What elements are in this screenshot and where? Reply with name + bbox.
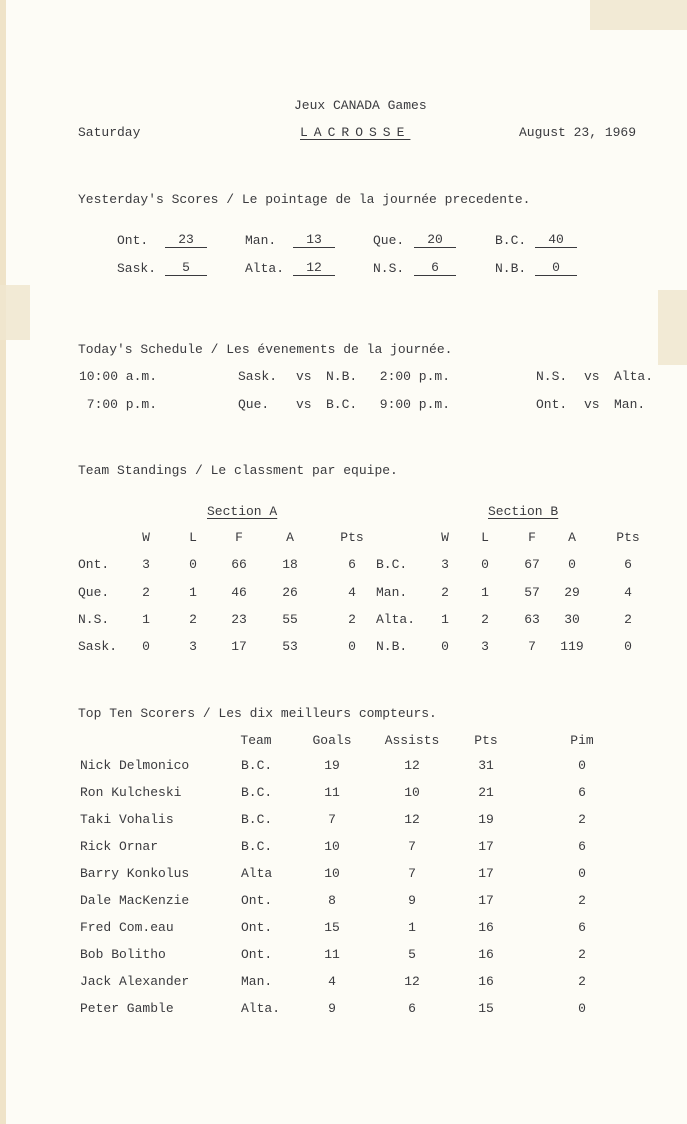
score-team: Ont. [117,233,149,248]
standings-cell-f: 63 [524,612,540,627]
standings-cell-w: 3 [142,557,150,572]
scorer-goals: 11 [324,785,340,800]
scorer-assists: 12 [404,812,420,827]
scorer-pim: 6 [578,839,586,854]
score-value: 23 [165,233,207,248]
scorer-pim: 0 [578,866,586,881]
scorer-name: Barry Konkolus [80,866,190,881]
scorer-team: Ont. [241,947,273,962]
schedule-away: N.B. [326,369,358,384]
standings-cell-a: 26 [282,585,298,600]
standings-cell-w: 2 [142,585,150,600]
standings-cell-a: 119 [560,639,584,654]
scorers-col-header: Assists [384,733,440,748]
schedule-time: 7:00 p.m. [86,397,157,412]
standings-cell-f: 17 [231,639,247,654]
scorer-pim: 2 [578,974,586,989]
tape-strip-right [658,290,687,365]
scorer-team: B.C. [241,758,273,773]
standings-cell-l: 2 [481,612,489,627]
scorer-assists: 12 [404,758,420,773]
scorer-name: Jack Alexander [80,974,190,989]
scorer-goals: 9 [328,1001,336,1016]
scorer-goals: 15 [324,920,340,935]
standings-cell-l: 3 [481,639,489,654]
standings-cell-w: 3 [441,557,449,572]
standings-cell-pts: 0 [348,639,356,654]
tape-strip-left [0,285,30,340]
scorer-pim: 2 [578,812,586,827]
standings-cell-f: 57 [524,585,540,600]
standings-col-header: W [441,530,449,545]
standings-cell-f: 46 [231,585,247,600]
scorer-goals: 8 [328,893,336,908]
scorer-team: B.C. [241,839,273,854]
scorer-assists: 10 [404,785,420,800]
standings-cell-f: 67 [524,557,540,572]
scorer-name: Fred Com.eau [80,920,174,935]
standings-cell-w: 2 [441,585,449,600]
standings-cell-a: 53 [282,639,298,654]
score-value: 5 [165,261,207,276]
section-b-title: Section B [488,504,559,519]
standings-cell-l: 1 [189,585,197,600]
scorer-pim: 0 [578,758,586,773]
standings-cell-pts: 2 [348,612,356,627]
scores-heading: Yesterday's Scores / Le pointage de la journée precedente. [78,192,531,207]
scorer-name: Ron Kulcheski [80,785,182,800]
scorer-team: Alta [241,866,273,881]
scorer-assists: 7 [408,839,416,854]
scorer-team: Ont. [241,920,273,935]
scorers-col-header: Pts [474,733,498,748]
schedule-vs: vs [296,369,312,384]
scorer-pts: 17 [478,893,494,908]
score-value: 20 [414,233,456,248]
standings-cell-pts: 6 [348,557,356,572]
scorer-pim: 6 [578,785,586,800]
score-value: 12 [293,261,335,276]
scorers-col-header: Goals [312,733,352,748]
score-team: Man. [245,233,277,248]
standings-cell-w: 1 [142,612,150,627]
standings-col-header: W [142,530,150,545]
score-team: N.B. [495,261,527,276]
standings-team: N.B. [376,639,408,654]
standings-cell-pts: 4 [624,585,632,600]
standings-cell-pts: 6 [624,557,632,572]
standings-cell-a: 18 [282,557,298,572]
score-team: N.S. [373,261,405,276]
score-value: 13 [293,233,335,248]
standings-team: Ont. [78,557,110,572]
standings-cell-a: 29 [564,585,580,600]
scorer-name: Peter Gamble [80,1001,174,1016]
scorer-team: B.C. [241,785,273,800]
event-title: Jeux CANADA Games [294,98,427,113]
standings-cell-a: 30 [564,612,580,627]
standings-cell-w: 1 [441,612,449,627]
standings-cell-l: 0 [481,557,489,572]
standings-team: Sask. [78,639,118,654]
schedule-home: Que. [238,397,270,412]
standings-cell-f: 23 [231,612,247,627]
standings-cell-pts: 0 [624,639,632,654]
schedule-home: N.S. [536,369,568,384]
standings-team: Man. [376,585,408,600]
standings-col-header: Pts [616,530,640,545]
scorer-pts: 19 [478,812,494,827]
scorer-pim: 2 [578,893,586,908]
score-value: 0 [535,261,577,276]
schedule-home: Ont. [536,397,568,412]
schedule-time: 2:00 p.m. [379,369,450,384]
scorer-pts: 15 [478,1001,494,1016]
scorer-name: Dale MacKenzie [80,893,190,908]
scorer-pim: 6 [578,920,586,935]
tape-strip-top [590,0,687,30]
scorers-col-header: Pim [570,733,594,748]
standings-cell-a: 0 [568,557,576,572]
standings-cell-a: 55 [282,612,298,627]
day-label: Saturday [78,125,141,140]
standings-col-header: A [286,530,294,545]
schedule-time: 9:00 p.m. [379,397,450,412]
scorers-heading: Top Ten Scorers / Les dix meilleurs compteurs. [78,706,437,721]
scorer-goals: 10 [324,839,340,854]
standings-cell-pts: 2 [624,612,632,627]
scorer-pts: 21 [478,785,494,800]
scorer-pts: 16 [478,974,494,989]
scorer-assists: 5 [408,947,416,962]
scorer-name: Bob Bolitho [80,947,166,962]
scorer-assists: 12 [404,974,420,989]
schedule-vs: vs [584,397,600,412]
standings-col-header: Pts [340,530,364,545]
score-team: Que. [373,233,405,248]
standings-cell-f: 7 [528,639,536,654]
scorers-col-header: Team [240,733,272,748]
standings-cell-l: 3 [189,639,197,654]
standings-col-header: F [235,530,243,545]
schedule-home: Sask. [238,369,278,384]
scorer-team: Alta. [241,1001,281,1016]
standings-cell-pts: 4 [348,585,356,600]
scorer-pts: 17 [478,866,494,881]
scorer-assists: 7 [408,866,416,881]
section-a-title: Section A [207,504,278,519]
score-value: 40 [535,233,577,248]
standings-team: Que. [78,585,110,600]
scorer-assists: 1 [408,920,416,935]
standings-col-header: F [528,530,536,545]
standings-col-header: L [189,530,197,545]
standings-cell-l: 2 [189,612,197,627]
standings-team: N.S. [78,612,110,627]
standings-cell-w: 0 [142,639,150,654]
scorer-pts: 17 [478,839,494,854]
scorer-name: Taki Vohalis [80,812,174,827]
scorer-team: B.C. [241,812,273,827]
standings-cell-l: 1 [481,585,489,600]
standings-heading: Team Standings / Le classment par equipe. [78,463,398,478]
schedule-vs: vs [584,369,600,384]
scorer-pim: 0 [578,1001,586,1016]
date-label: August 23, 1969 [519,125,637,140]
score-team: B.C. [495,233,527,248]
scorer-name: Nick Delmonico [80,758,190,773]
scorer-goals: 11 [324,947,340,962]
standings-team: B.C. [376,557,408,572]
scorer-goals: 7 [328,812,336,827]
scorer-team: Man. [241,974,273,989]
scorer-pim: 2 [578,947,586,962]
scorer-pts: 16 [478,947,494,962]
standings-cell-w: 0 [441,639,449,654]
schedule-vs: vs [296,397,312,412]
schedule-away: B.C. [326,397,358,412]
schedule-away: Man. [614,397,646,412]
standings-team: Alta. [376,612,416,627]
scorer-assists: 9 [408,893,416,908]
scorer-team: Ont. [241,893,273,908]
standings-col-header: L [481,530,489,545]
score-value: 6 [414,261,456,276]
scorer-pts: 31 [478,758,494,773]
score-team: Alta. [245,261,285,276]
scorer-goals: 10 [324,866,340,881]
standings-cell-f: 66 [231,557,247,572]
schedule-heading: Today's Schedule / Les évenements de la journée. [78,342,453,357]
scorer-assists: 6 [408,1001,416,1016]
standings-col-header: A [568,530,576,545]
scorer-goals: 4 [328,974,336,989]
sport-title: LACROSSE [300,125,411,140]
scorer-goals: 19 [324,758,340,773]
paper-edge [0,0,6,1124]
schedule-time: 10:00 a.m. [78,369,157,384]
schedule-away: Alta. [614,369,654,384]
score-team: Sask. [117,261,157,276]
standings-cell-l: 0 [189,557,197,572]
scorer-pts: 16 [478,920,494,935]
scorer-name: Rick Ornar [80,839,159,854]
